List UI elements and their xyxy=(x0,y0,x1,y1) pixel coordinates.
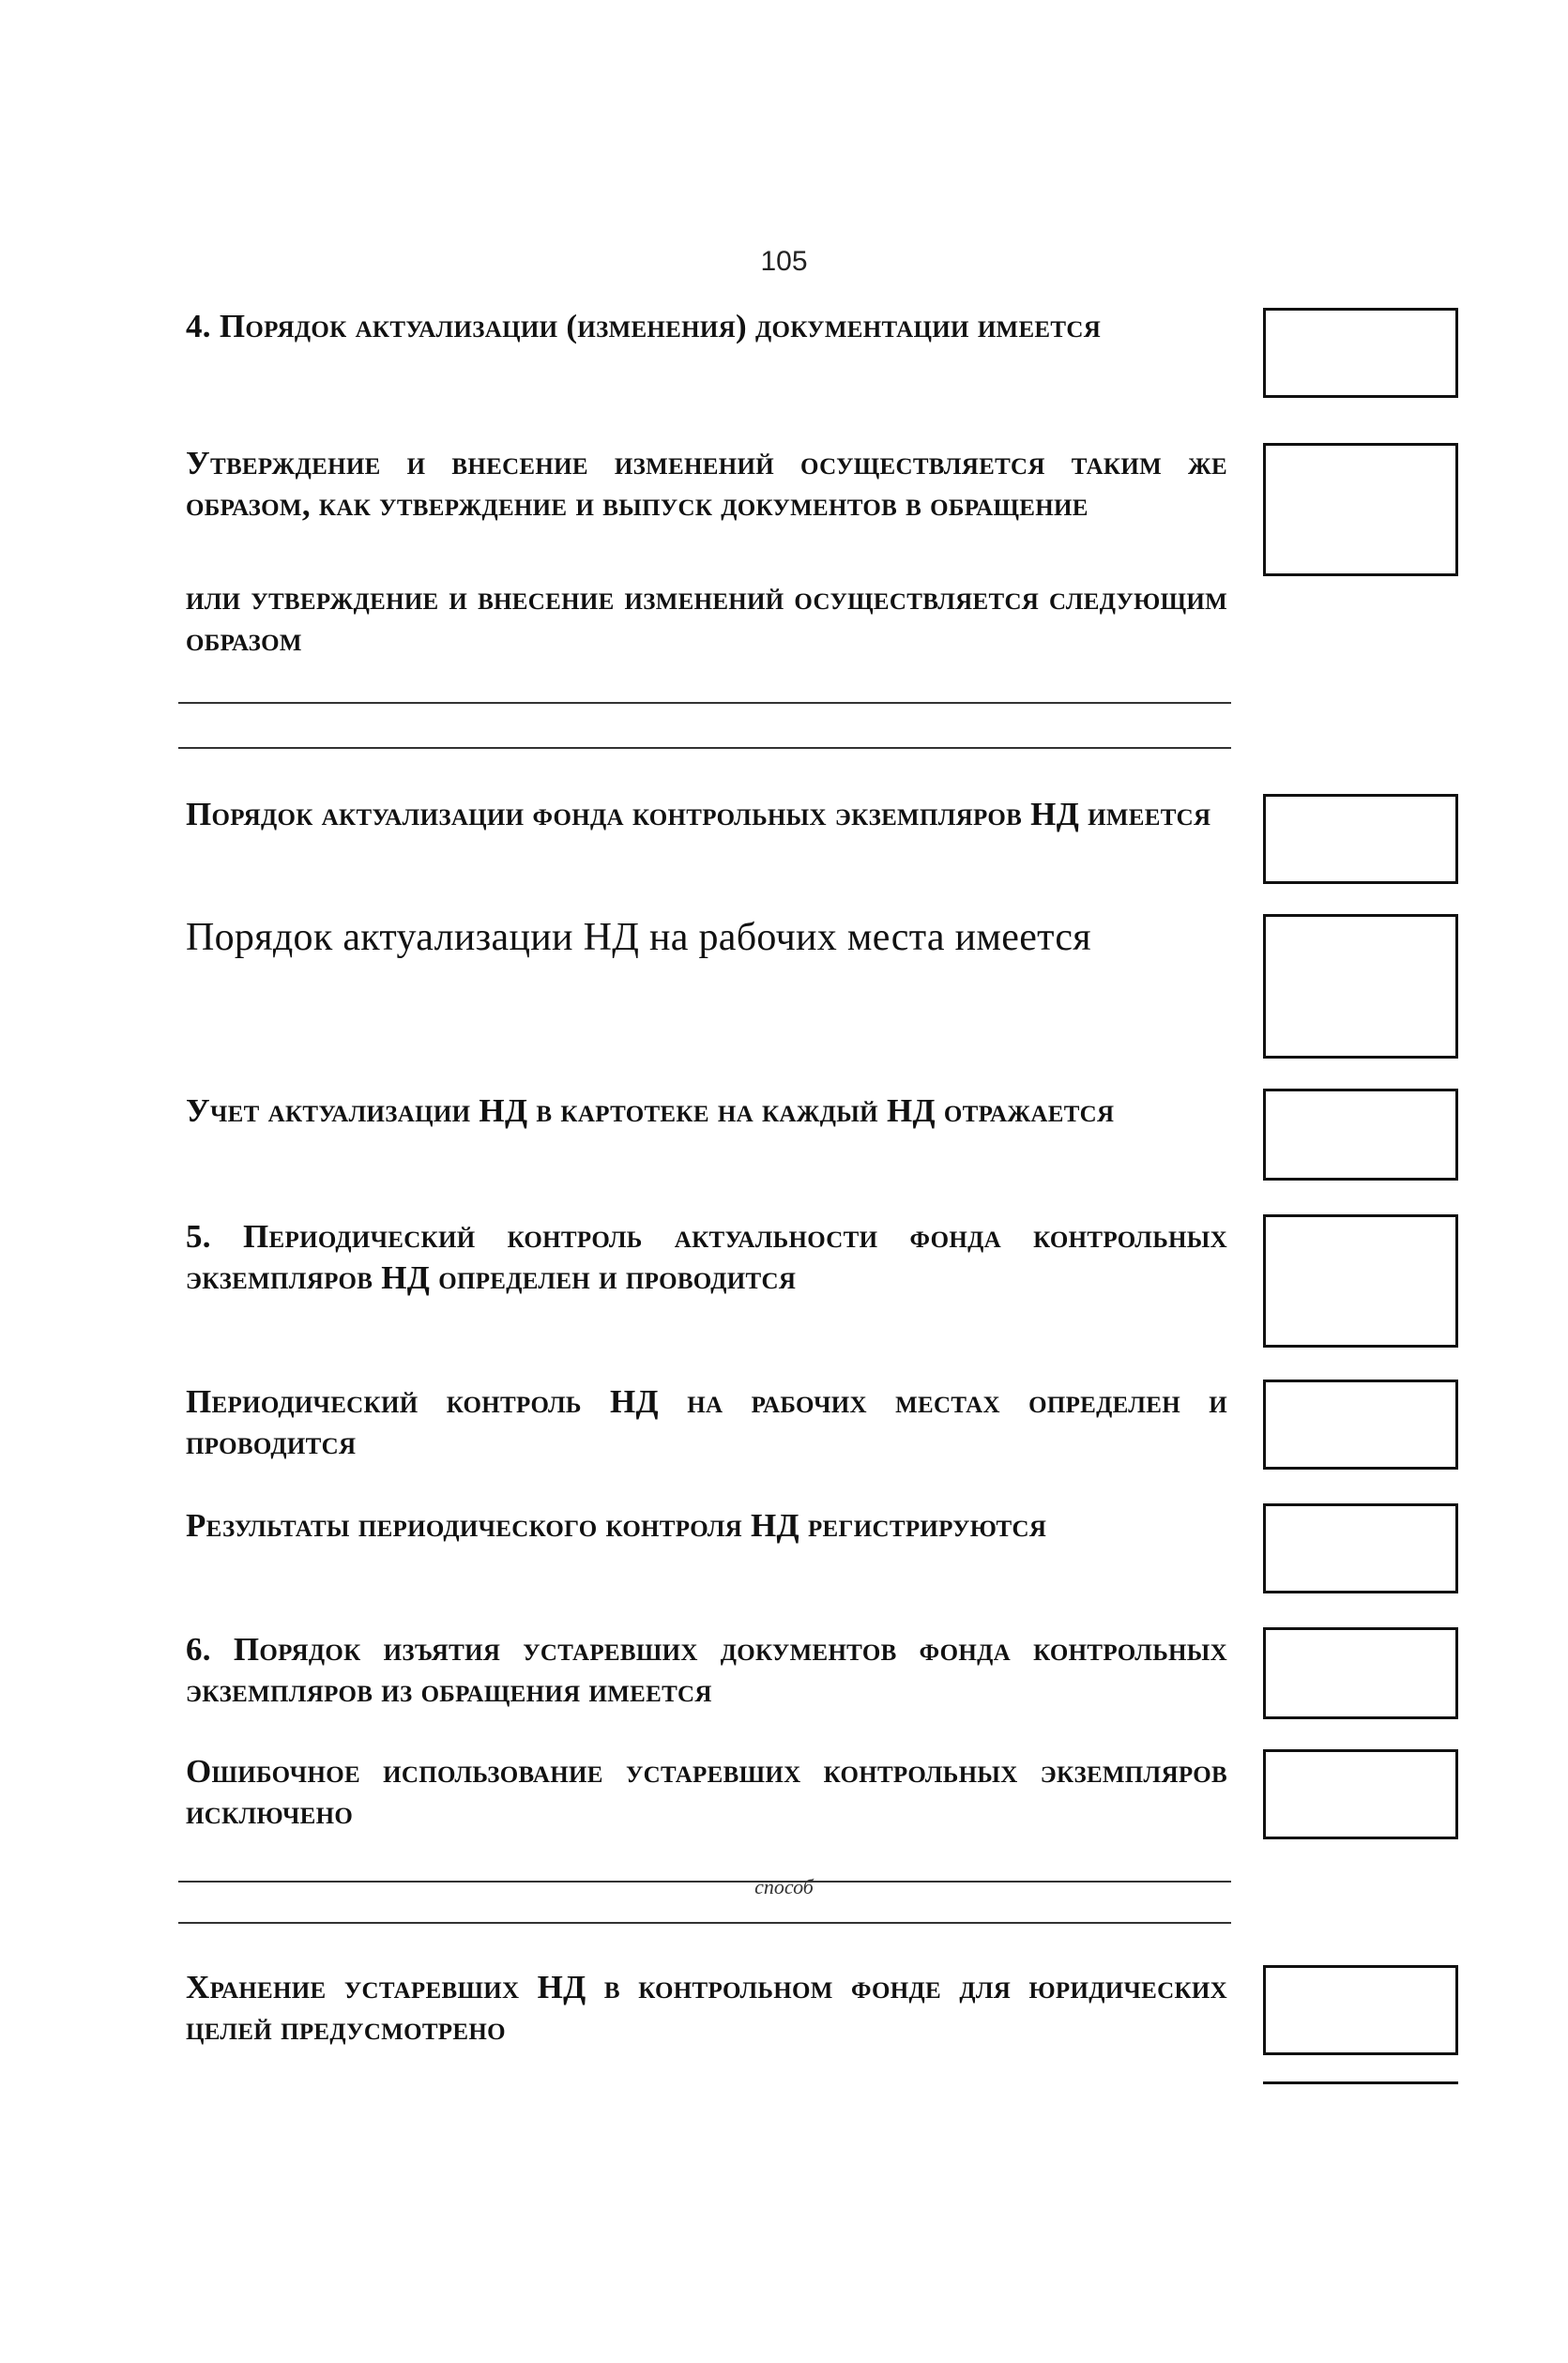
checkbox-control-results[interactable] xyxy=(1263,1503,1458,1593)
checkbox-item-6[interactable] xyxy=(1263,1627,1458,1719)
item-5-periodic-control-fund: 5. Периодический контроль актуальности фонда контрольных экземпляров НД определен и проводится xyxy=(186,1218,1227,1296)
item-control-copies-update: Порядок актуализации фонда контрольных экземпляров НД имеется xyxy=(186,796,1211,832)
checkbox-erroneous-use[interactable] xyxy=(1263,1749,1458,1839)
item-6-withdrawal-procedure: 6. Порядок изъятия устаревших документов фонда контрольных экземпляров из обращения имеется xyxy=(186,1631,1227,1709)
checkbox-control-copies-update[interactable] xyxy=(1263,794,1458,884)
item-card-index-accounting: Учет актуализации НД в картотеке на каждый НД отражается xyxy=(186,1092,1115,1129)
item-approval-following-way: или утверждение и внесение изменений осуществляется следующим образом xyxy=(186,580,1227,658)
item-workplace-update: Порядок актуализации НД на рабочих места имеется xyxy=(186,916,1091,959)
item-4-documentation-update-procedure: 4. Порядок актуализации (изменения) документации имеется xyxy=(186,308,1102,344)
page-number: 105 xyxy=(760,246,808,277)
fill-in-line-1[interactable] xyxy=(178,702,1231,704)
checkbox-approval[interactable] xyxy=(1263,443,1458,576)
method-fill-in-line-2[interactable] xyxy=(178,1922,1231,1924)
item-approval-same-way: Утверждение и внесение изменений осуществляется таким же образом, как утверждение и выпуск документов в обращение xyxy=(186,445,1227,523)
item-legal-storage: Хранение устаревших НД в контрольном фонде для юридических целей предусмотрено xyxy=(186,1969,1227,2047)
item-periodic-control-workplaces: Периодический контроль НД на рабочих местах определен и проводится xyxy=(186,1383,1227,1461)
checkbox-legal-storage[interactable] xyxy=(1263,1965,1458,2055)
closing-rule xyxy=(1263,2081,1458,2084)
method-caption: способ xyxy=(754,1875,814,1898)
item-control-results-registered: Результаты периодического контроля НД регистрируются xyxy=(186,1507,1047,1544)
checkbox-periodic-control-workplaces[interactable] xyxy=(1263,1380,1458,1470)
item-erroneous-use-excluded: Ошибочное использование устаревших контрольных экземпляров исключено xyxy=(186,1753,1227,1831)
checkbox-item-5[interactable] xyxy=(1263,1214,1458,1348)
checkbox-item-4[interactable] xyxy=(1263,308,1458,398)
checkbox-workplace-update[interactable] xyxy=(1263,914,1458,1059)
checkbox-card-index[interactable] xyxy=(1263,1089,1458,1181)
fill-in-line-2[interactable] xyxy=(178,747,1231,749)
